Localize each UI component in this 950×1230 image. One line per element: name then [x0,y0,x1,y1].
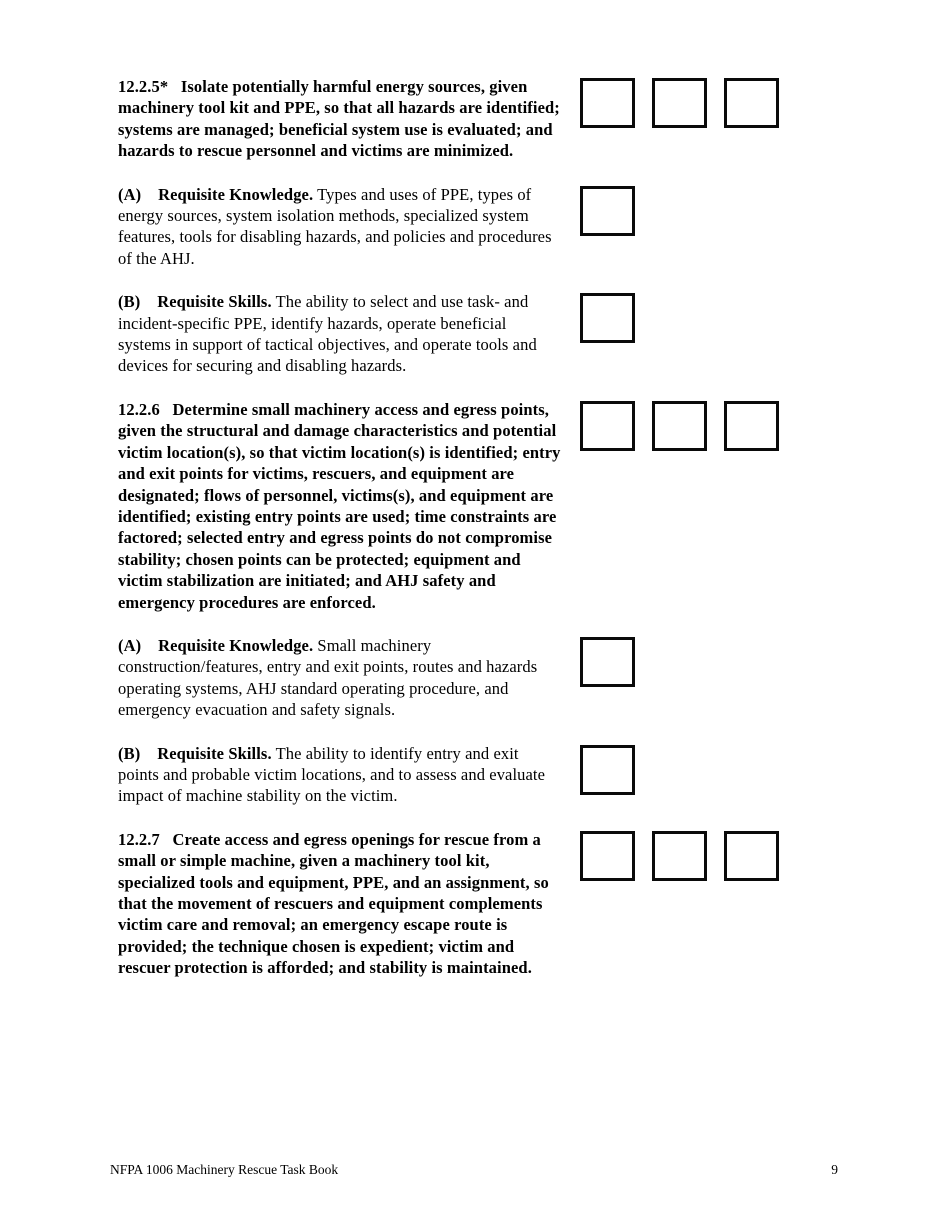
checkbox-group [580,831,779,881]
task-section [118,399,832,613]
task-section [118,743,832,807]
task-bold-text: (A) Requisite Knowledge. [118,184,314,204]
task-section [118,635,832,721]
task-text [118,743,563,807]
task-section [118,184,832,270]
task-checkbox[interactable] [724,78,779,128]
task-text [118,184,563,270]
checkbox-group [580,186,635,236]
task-section [118,291,832,377]
task-body-text: Small machinery construction/features, entry and exit points, routes and hazards operating systems, AHJ standard operating procedure, and emergency evacuation and safety signals. [118,635,542,720]
task-bold-text: 12.2.5* Isolate potentially harmful energy sources, given machinery tool kit and PPE, so that all hazards are identified; systems are managed; beneficial system use is evaluated; and hazards to rescue personnel and victims are minimized. [118,77,565,161]
task-bold-text: 12.2.6 Determine small machinery access and egress points, given the structural and damage characteristics and potential victim location(s), so that victim location(s) is identified; entry and exit points for victims, rescuers, and equipment are designated; flows of personnel, victims(s), and equipment are identified; existing entry points are used; time constraints are factored; selected entry and egress points do not compromise stability; chosen points can be protected; equipment and victim stabilization are initiated; and AHJ safety and emergency procedures are enforced. [118,399,565,612]
task-section [118,829,832,979]
task-body-text: Types and uses of PPE, types of energy sources, system isolation methods, specialized system features, tools for disabling hazards, and policies and procedures of the AHJ. [118,184,556,268]
task-checkbox[interactable] [580,401,635,451]
checkbox-group [580,637,635,687]
task-text [118,291,563,377]
task-checkbox[interactable] [580,78,635,128]
task-text [118,399,563,613]
task-body-text: The ability to select and use task- and incident-specific PPE, identify hazards, operate beneficial systems in support of tactical objectives, and operate tools and devices for securing and disabling hazards. [118,292,542,376]
task-checkbox[interactable] [724,831,779,881]
sections [118,76,832,1001]
checkbox-group [580,401,779,451]
task-checkbox[interactable] [580,745,635,795]
task-checkbox[interactable] [580,831,635,881]
task-bold-text: (A) Requisite Knowledge. [118,635,314,655]
task-checkbox[interactable] [652,831,707,881]
task-body-text: The ability to identify entry and exit points and probable victim locations, and to assess and evaluate impact of machine stability on the victim. [118,743,550,806]
task-text [118,635,563,721]
task-checkbox[interactable] [652,401,707,451]
task-text [118,829,563,979]
task-bold-text: (B) Requisite Skills. [118,292,272,312]
task-checkbox[interactable] [652,78,707,128]
task-text [118,76,563,162]
task-bold-text: (B) Requisite Skills. [118,743,272,763]
task-checkbox[interactable] [580,293,635,343]
task-checkbox[interactable] [724,401,779,451]
task-checkbox[interactable] [580,186,635,236]
footer-title: NFPA 1006 Machinery Rescue Task Book [110,1162,339,1177]
page-footer [110,1162,838,1178]
task-bold-text: 12.2.7 Create access and egress openings for rescue from a small or simple machine, given a machinery tool kit, specialized tools and equipment, PPE, and an assignment, so that the movement of rescuers and equipment complements victim care and removal; an emergency escape route is provided; the technique chosen is expedient; victim and rescuer protection is afforded; and stability is maintained. [118,829,554,978]
checkbox-group [580,745,635,795]
checkbox-group [580,293,635,343]
task-checkbox[interactable] [580,637,635,687]
page-number: 9 [831,1162,838,1177]
checkbox-group [580,78,779,128]
task-section [118,76,832,162]
